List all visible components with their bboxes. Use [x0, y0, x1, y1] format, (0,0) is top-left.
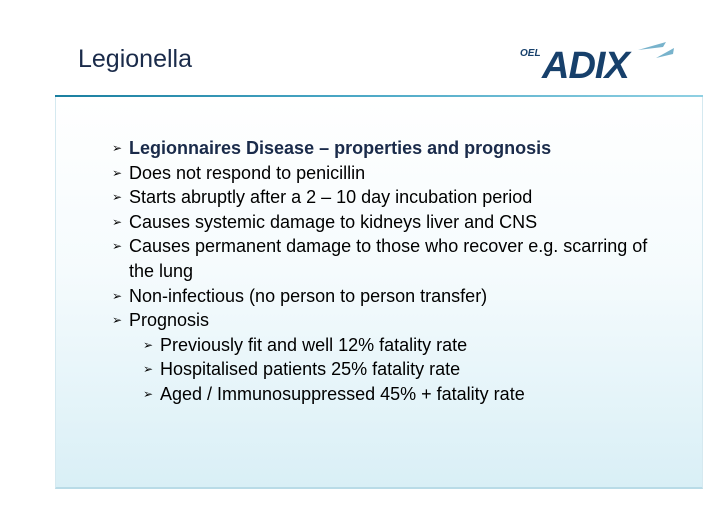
bullet-item — [112, 234, 672, 283]
bullet-text: Causes permanent damage to those who recover e.g. scarring of the lung — [129, 236, 648, 281]
bullet-text: Starts abruptly after a 2 – 10 day incubation period — [129, 187, 533, 208]
bullet-text: Does not respond to penicillin — [129, 162, 366, 183]
arrow-bullet-icon: ➢ — [143, 386, 154, 401]
slide-title: Legionella — [78, 45, 192, 73]
logo-swoosh-icon — [638, 42, 674, 58]
bullet-text: Prognosis — [129, 310, 210, 331]
bullet-text: Previously fit and well 12% fatality rate — [160, 334, 468, 355]
sub-bullet-item — [143, 333, 672, 358]
arrow-bullet-icon: ➢ — [112, 239, 123, 254]
bullet-text: Legionnaires Disease – properties and prognosis — [129, 138, 552, 158]
arrow-bullet-icon: ➢ — [112, 313, 123, 328]
arrow-bullet-icon: ➢ — [112, 141, 123, 155]
arrow-bullet-icon: ➢ — [112, 214, 123, 229]
arrow-bullet-icon: ➢ — [112, 165, 123, 180]
sub-bullet-item — [143, 357, 672, 382]
bullet-text: Causes systemic damage to kidneys liver and CNS — [129, 211, 538, 232]
bullet-item — [112, 210, 672, 235]
bullet-text: Aged / Immunosuppressed 45% + fatality rate — [160, 383, 525, 404]
logo-prefix: OEL — [520, 48, 541, 59]
arrow-bullet-icon: ➢ — [112, 288, 123, 303]
bullet-item — [112, 308, 672, 333]
sub-bullet-item — [143, 382, 672, 407]
bullet-text: Non-infectious (no person to person transfer) — [129, 285, 488, 306]
bullet-item — [112, 284, 672, 309]
bullet-item — [112, 161, 672, 186]
bullet-item — [112, 136, 672, 161]
arrow-bullet-icon: ➢ — [143, 362, 154, 377]
bullet-text: Hospitalised patients 25% fatality rate — [160, 359, 461, 380]
arrow-bullet-icon: ➢ — [143, 337, 154, 352]
company-logo — [516, 36, 676, 86]
logo-name: ADIX — [542, 45, 629, 86]
arrow-bullet-icon: ➢ — [112, 190, 123, 205]
bullet-list — [112, 136, 672, 407]
bullet-item — [112, 185, 672, 210]
